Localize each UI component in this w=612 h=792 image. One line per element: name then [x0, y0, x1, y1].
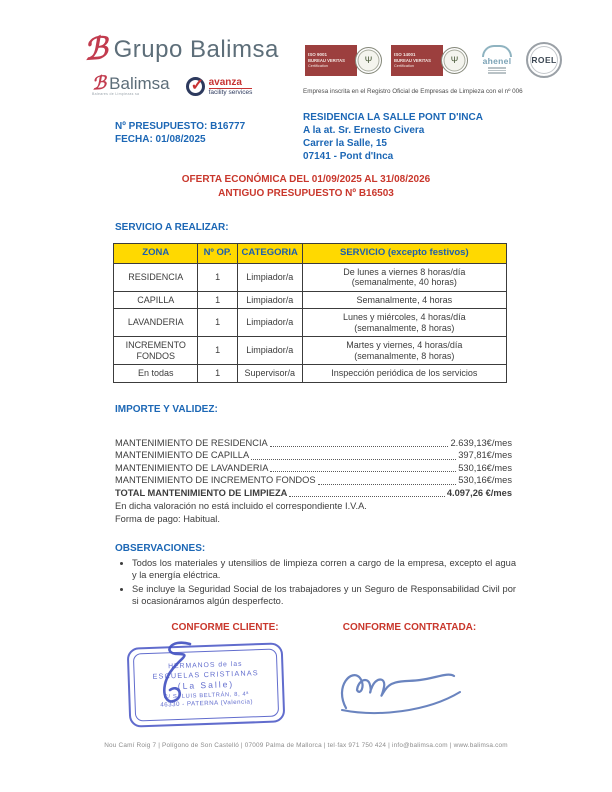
offer-period: OFERTA ECONÓMICA DEL 01/09/2025 AL 31/08/2026	[181, 174, 431, 185]
table-header-row	[114, 244, 507, 264]
table-row: CAPILLA 1 Limpiador/a Semanalmente, 4 horas	[114, 291, 507, 309]
price-total-line: TOTAL MANTENIMIENTO DE LIMPIEZA 4.097,26 €/mes	[115, 487, 512, 498]
price-line: MANTENIMIENTO DE LAVANDERIA 530,16€/mes	[115, 462, 512, 473]
recipient-city: 07141 - Pont d'Inca	[303, 151, 394, 162]
footer-contact-line: Nou Camí Roig 7 | Polígono de Son Castelló | 07009 Palma de Mallorca | tel·fax 971 750 424 | info@balimsa.com | www.balimsa.com	[104, 742, 508, 749]
offer-previous-quote: ANTIGUO PRESUPUESTO Nº B16503	[218, 187, 394, 199]
sub-logos	[92, 74, 252, 96]
col-header-servicio: SERVICIO (excepto festivos)	[302, 244, 506, 264]
observations-list	[112, 558, 516, 610]
roel-seal-icon: ROEL	[526, 42, 562, 78]
balimsa-logo-subtext: Baleares de Limpiezas sa	[92, 92, 140, 96]
balimsa-logo	[92, 74, 170, 96]
table-row: INCREMENTO FONDOS 1 Limpiador/a Martes y viernes, 4 horas/día (semanalmente, 8 horas)	[114, 337, 507, 365]
ahenel-sublines	[488, 67, 506, 74]
balimsa-logo-icon: ℬ	[91, 72, 107, 95]
client-signature-icon	[150, 636, 212, 728]
quote-date: FECHA: 01/08/2025	[115, 134, 206, 145]
price-line: MANTENIMIENTO DE INCREMENTO FONDOS 530,16€/mes	[115, 475, 512, 486]
iso14001-badge: ISO 14001 BUREAU VERITAS Certification Ψ	[391, 45, 468, 76]
iso9001-badge: ISO 9001 BUREAU VERITAS Certification Ψ	[305, 45, 382, 76]
recipient-street: Carrer la Salle, 15	[303, 138, 387, 149]
bureau-veritas-seal-icon: Ψ	[355, 47, 382, 74]
avanza-logo-text: avanza	[209, 78, 253, 89]
payment-note: Forma de pago: Habitual.	[115, 514, 220, 525]
price-line: MANTENIMIENTO DE RESIDENCIA 2.639,13€/mes	[115, 438, 512, 448]
avanza-logo-icon	[186, 77, 205, 96]
contractor-signature-icon	[332, 660, 482, 722]
avanza-logo	[186, 77, 253, 96]
registry-note: Empresa inscrita en el Registro Oficial de Empresas de Limpieza con el nº 006	[303, 88, 523, 95]
col-header-op: Nº OP.	[198, 244, 237, 264]
iso14001-label: ISO 14001	[394, 52, 416, 57]
conforme-cliente-label: CONFORME CLIENTE:	[171, 622, 279, 633]
dot-leader	[270, 471, 456, 472]
check-icon: ✓	[190, 77, 205, 94]
dot-leader	[289, 496, 445, 497]
grupo-balimsa-logo-icon: ℬ	[82, 31, 109, 68]
avanza-logo-subtext: facility services	[208, 88, 253, 96]
conforme-contratada-label: CONFORME CONTRATADA:	[342, 622, 477, 633]
grupo-balimsa-logo	[82, 31, 279, 68]
col-header-categoria: CATEGORIA	[237, 244, 302, 264]
table-row: En todas 1 Supervisor/a Inspección periódica de los servicios	[114, 365, 507, 383]
recipient-name: RESIDENCIA LA SALLE PONT D'INCA	[303, 112, 483, 123]
service-table	[113, 243, 507, 383]
price-list	[115, 437, 512, 526]
vat-note: En dicha valoración no está incluido el correspondiente I.V.A.	[115, 501, 367, 512]
quote-info-block	[115, 120, 245, 146]
bureau-veritas-seal-icon: Ψ	[441, 47, 468, 74]
recipient-block	[303, 111, 483, 163]
ahenel-logo: ahenel	[477, 45, 517, 74]
grupo-balimsa-logo-text: Grupo Balimsa	[113, 36, 279, 63]
dot-leader	[318, 484, 457, 485]
balimsa-logo-text: Balimsa	[109, 74, 170, 93]
observation-item: • Se incluye la Seguridad Social de los trabajadores y un Seguro de Responsabilidad Civil por si ocasionáramos algún desperfecto.	[132, 584, 516, 607]
offer-heading	[0, 173, 612, 200]
observation-item: • Todos los materiales y utensilios de limpieza corren a cargo de la empresa, excepto el agua y la energía eléctrica.	[132, 558, 516, 581]
table-row: RESIDENCIA 1 Limpiador/a De lunes a viernes 8 horas/día (semanalmente, 40 horas)	[114, 263, 507, 291]
dot-leader	[251, 459, 456, 460]
table-row: LAVANDERIA 1 Limpiador/a Lunes y miércoles, 4 horas/día (semanalmente, 8 horas)	[114, 309, 507, 337]
col-header-zona: ZONA	[114, 244, 198, 264]
recipient-attn: A la at. Sr. Ernesto Civera	[303, 125, 425, 136]
dot-leader	[270, 446, 449, 447]
importe-section-title: IMPORTE Y VALIDEZ:	[115, 404, 218, 415]
client-stamp: HERMANOS de las ESCUELAS CRISTIANAS (La Salle) C/ S. LUIS BELTRÁN, 8, 4ª 46330 - PATERNA (Valencia)	[127, 642, 286, 727]
quote-number: Nº PRESUPUESTO: B16777	[115, 121, 246, 132]
service-section-title: SERVICIO A REALIZAR:	[115, 222, 229, 233]
observations-section-title: OBSERVACIONES:	[115, 543, 206, 554]
price-line: MANTENIMIENTO DE CAPILLA 397,81€/mes	[115, 450, 512, 461]
certification-badges	[305, 42, 562, 78]
iso9001-label: ISO 9001	[308, 52, 328, 57]
